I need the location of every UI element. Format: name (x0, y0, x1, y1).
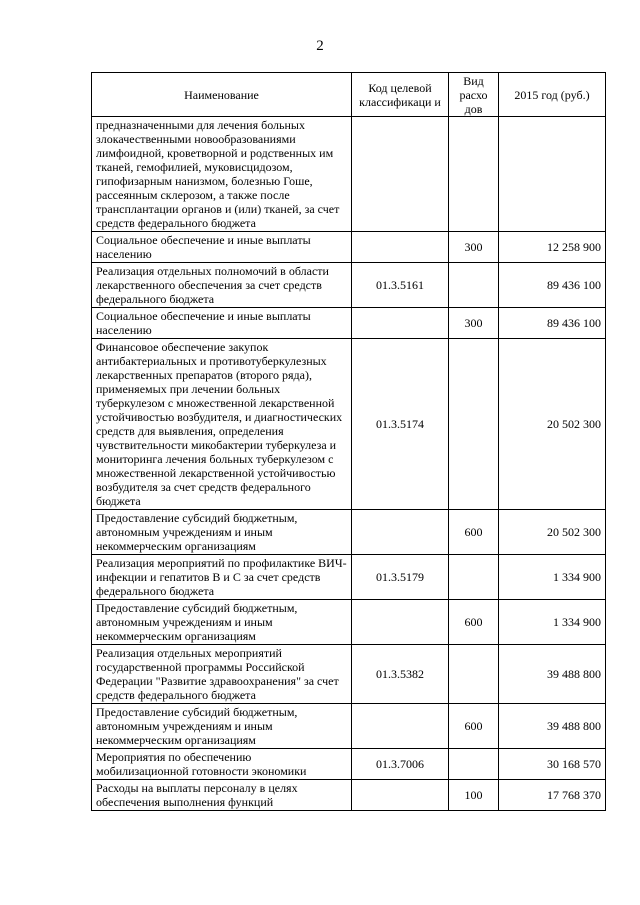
table-row (92, 780, 606, 811)
row-code-cell: 01.3.5161 (352, 263, 449, 308)
header-code: Код целевой классификаци и (352, 73, 449, 117)
table-row (92, 510, 606, 555)
table-row (92, 645, 606, 704)
table-row (92, 117, 606, 232)
row-name-cell: Социальное обеспечение и иные выплаты населению (92, 308, 352, 339)
header-name: Наименование (92, 73, 352, 117)
row-expense-type-cell: 600 (449, 704, 499, 749)
header-expense-type: Вид расхо дов (449, 73, 499, 117)
row-amount-cell: 20 502 300 (499, 510, 606, 555)
row-expense-type-cell (449, 117, 499, 232)
row-amount-cell (499, 117, 606, 232)
table-row (92, 704, 606, 749)
row-amount-cell: 17 768 370 (499, 780, 606, 811)
row-amount-cell: 89 436 100 (499, 308, 606, 339)
row-name-cell: Мероприятия по обеспечению мобилизационной готовности экономики (92, 749, 352, 780)
header-year-amount: 2015 год (руб.) (499, 73, 606, 117)
row-name-cell: Расходы на выплаты персоналу в целях обеспечения выполнения функций (92, 780, 352, 811)
row-amount-cell: 30 168 570 (499, 749, 606, 780)
row-expense-type-cell (449, 645, 499, 704)
row-expense-type-cell: 600 (449, 600, 499, 645)
row-amount-cell: 39 488 800 (499, 645, 606, 704)
row-expense-type-cell (449, 555, 499, 600)
table-row (92, 339, 606, 510)
row-amount-cell: 39 488 800 (499, 704, 606, 749)
row-name-cell: Реализация отдельных мероприятий государственной программы Российской Федерации "Развитие здравоохранения" за счет средств федерального бюджета (92, 645, 352, 704)
row-code-cell (352, 780, 449, 811)
row-expense-type-cell: 100 (449, 780, 499, 811)
table-header-row (92, 73, 606, 117)
row-expense-type-cell: 300 (449, 232, 499, 263)
row-amount-cell: 12 258 900 (499, 232, 606, 263)
row-expense-type-cell: 600 (449, 510, 499, 555)
page-number: 2 (316, 38, 324, 54)
row-amount-cell: 89 436 100 (499, 263, 606, 308)
row-code-cell (352, 232, 449, 263)
row-name-cell: Реализация мероприятий по профилактике ВИЧ-инфекции и гепатитов B и C за счет средств федерального бюджета (92, 555, 352, 600)
row-expense-type-cell (449, 749, 499, 780)
row-code-cell: 01.3.7006 (352, 749, 449, 780)
table-row (92, 749, 606, 780)
row-name-cell: Предоставление субсидий бюджетным, автономным учреждениям и иным некоммерческим организациям (92, 510, 352, 555)
row-code-cell: 01.3.5382 (352, 645, 449, 704)
row-amount-cell: 20 502 300 (499, 339, 606, 510)
row-name-cell: Финансовое обеспечение закупок антибактериальных и противотуберкулезных лекарственных препаратов (второго ряда), применяемых при лечении больных туберкулезом с множественной лекарственной устойчивостью возбудителя, и диагностических средств для выявления, определения чувствительности микобактерии туберкулеза и мониторинга лечения больных туберкулезом с множественной лекарственной устойчивостью возбудителя за счет средств федерального бюджета (92, 339, 352, 510)
table-row (92, 555, 606, 600)
row-amount-cell: 1 334 900 (499, 555, 606, 600)
row-code-cell (352, 704, 449, 749)
row-name-cell: Предоставление субсидий бюджетным, автономным учреждениям и иным некоммерческим организациям (92, 704, 352, 749)
row-code-cell (352, 510, 449, 555)
row-expense-type-cell (449, 263, 499, 308)
row-code-cell (352, 600, 449, 645)
row-amount-cell: 1 334 900 (499, 600, 606, 645)
row-expense-type-cell (449, 339, 499, 510)
row-expense-type-cell: 300 (449, 308, 499, 339)
row-name-cell: Социальное обеспечение и иные выплаты населению (92, 232, 352, 263)
row-code-cell: 01.3.5174 (352, 339, 449, 510)
budget-table (91, 72, 606, 811)
table-row (92, 263, 606, 308)
row-code-cell: 01.3.5179 (352, 555, 449, 600)
row-code-cell (352, 308, 449, 339)
row-name-cell: Предоставление субсидий бюджетным, автономным учреждениям и иным некоммерческим организациям (92, 600, 352, 645)
table-row (92, 232, 606, 263)
table-row (92, 308, 606, 339)
row-name-cell: Реализация отдельных полномочий в области лекарственного обеспечения за счет средств федерального бюджета (92, 263, 352, 308)
row-code-cell (352, 117, 449, 232)
row-name-cell: предназначенными для лечения больных злокачественными новообразованиями лимфоидной, кроветворной и родственных им тканей, гемофилией, муковисцидозом, гипофизарным нанизмом, болезнью Гоше, рассеянным склерозом, а также после трансплантации органов и (или) тканей, за счет средств федерального бюджета (92, 117, 352, 232)
table-row (92, 600, 606, 645)
